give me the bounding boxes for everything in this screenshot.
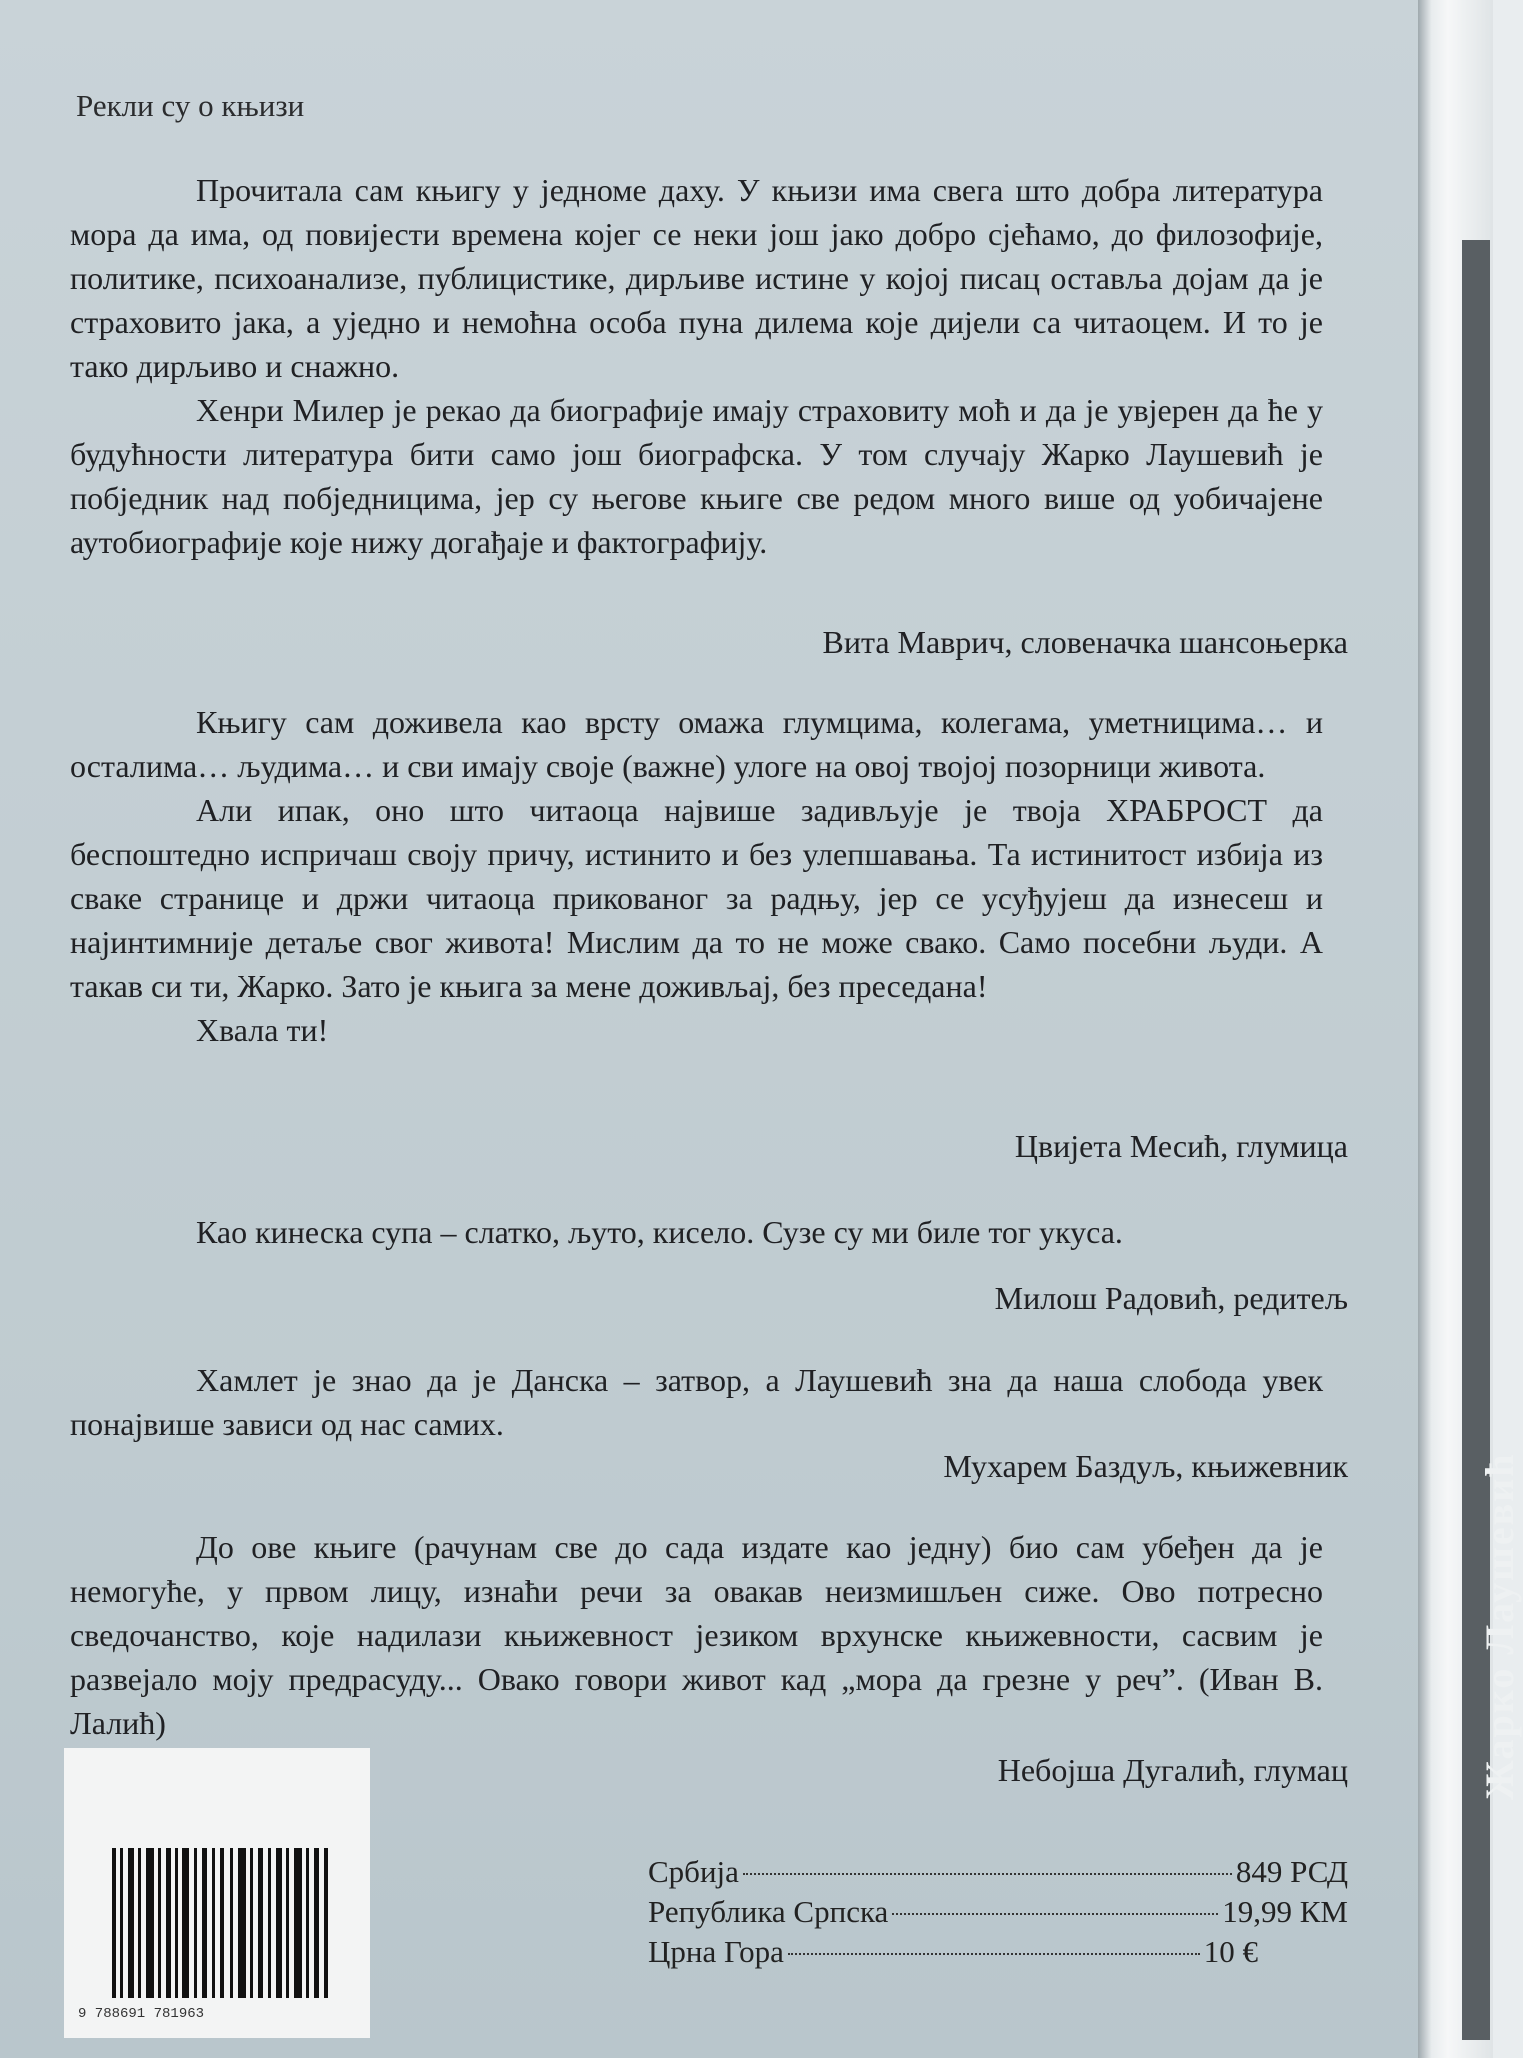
price-row <box>648 1852 1348 1892</box>
review-4-paragraph-1: Хамлет је знао да је Данска – затвор, а Лаушевић зна да наша слобода увек понајвише зависи од нас самих. <box>70 1362 1323 1442</box>
barcode-digits: 9 788691 781963 <box>78 2006 205 2022</box>
price-country: Република Српска <box>648 1894 889 1929</box>
barcode-bars <box>112 1848 332 1998</box>
review-1-paragraph-2: Хенри Милер је рекао да биографије имају страховиту моћ и да је увјерен да ће у будућности литература бити само још биографска. У том случају Жарко Лаушевић је побједник над побједницима, јер су његове књиге све редом много више од уобичајене аутобиографије које нижу догађаје и фактографију. <box>70 392 1323 560</box>
isbn-barcode <box>64 1748 370 2038</box>
review-1-author: Вита Маврич, словеначка шансоњерка <box>822 624 1348 660</box>
review-2-paragraph-1: Књигу сам доживела као врсту омажа глумцима, колегама, уметницима… и осталима… људима… и сви имају своје (важне) улоге на овој твојој позорници живота. <box>70 704 1323 784</box>
price-value: 10 € <box>1203 1934 1258 1969</box>
review-5-author: Небојша Дугалић, глумац <box>997 1752 1348 1788</box>
spine-title: Жарко Лаушевић <box>1477 1452 1522 1800</box>
review-5 <box>70 1525 1323 1745</box>
price-country: Србија <box>648 1854 739 1889</box>
review-3 <box>70 1210 1323 1254</box>
review-1 <box>70 168 1323 564</box>
review-4 <box>70 1358 1323 1446</box>
price-list <box>648 1852 1348 1972</box>
price-dots <box>892 1913 1218 1915</box>
review-2-paragraph-2: Али ипак, оно што читаоца највише задивљује је твоја ХРАБРОСТ да беспоштедно испричаш своју причу, истинито и без улепшавања. Та истинитост избија из сваке странице и држи читаоца прикованог за радњу, јер се усуђујеш да изнесеш и најинтимније детаље свог живота! Мислим да то не може свако. Само посебни људи. А такав си ти, Жарко. Зато је књига за мене доживљај, без преседана! <box>70 792 1323 1004</box>
review-5-paragraph-1: До ове књиге (рачунам све до сада издате као једну) био сам убеђен да је немогуће, у првом лицу, изнаћи речи за овакав неизмишљен сиже. Ово потресно сведочанство, које надилази књижевност језиком врхунске књижевности, сасвим је развејало моју предрасуду... Овако говори живот кад „мора да грезне у реч”. (Иван В. Лалић) <box>70 1529 1323 1741</box>
price-row <box>648 1892 1348 1932</box>
price-dots <box>743 1873 1232 1875</box>
review-2-author: Цвијета Месић, глумица <box>1014 1128 1348 1164</box>
review-1-paragraph-1: Прочитала сам књигу у једноме даху. У књизи има свега што добра литература мора да има, од повијести времена којег се неки још јако добро сјећамо, до филозофије, политике, психоанализе, публицистике, дирљиве истине у којој писац оставља дојам да је страховито јака, а уједно и немоћна особа пуна дилема које дијели са читаоцем. И то је тако дирљиво и снажно. <box>70 172 1323 384</box>
review-4-author: Мухарем Баздуљ, књижевник <box>943 1448 1348 1484</box>
review-3-paragraph-1: Као кинеска супа – слатко, љуто, кисело. Сузе су ми биле тог укуса. <box>196 1214 1123 1250</box>
price-dots <box>788 1953 1200 1955</box>
review-3-author: Милош Радовић, редитељ <box>994 1280 1348 1316</box>
price-row <box>648 1932 1258 1972</box>
price-country: Црна Гора <box>648 1934 784 1969</box>
price-value: 19,99 КМ <box>1222 1894 1348 1929</box>
review-2 <box>70 700 1323 1052</box>
price-value: 849 РСД <box>1235 1854 1348 1889</box>
review-2-paragraph-3: Хвала ти! <box>196 1012 329 1048</box>
section-heading: Рекли су о књизи <box>76 88 305 123</box>
